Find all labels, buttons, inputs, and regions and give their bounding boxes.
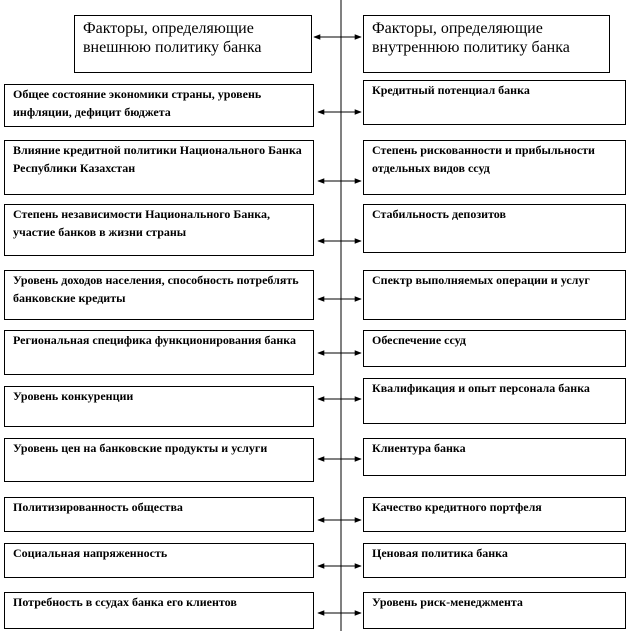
internal-factor-label: Спектр выполняемых операции и услуг bbox=[372, 273, 590, 287]
external-factor-8 bbox=[4, 497, 314, 532]
internal-factor-label: Клиентура банка bbox=[372, 441, 466, 455]
header-external-factors bbox=[74, 15, 312, 73]
external-factor-2 bbox=[4, 140, 314, 195]
external-factor-10 bbox=[4, 592, 314, 629]
internal-factor-4 bbox=[363, 270, 626, 320]
internal-factor-8 bbox=[363, 497, 626, 532]
internal-factor-label: Квалификация и опыт персонала банка bbox=[372, 381, 590, 395]
external-factor-label: Уровень конкуренции bbox=[13, 389, 134, 403]
internal-factor-label: Качество кредитного портфеля bbox=[372, 500, 542, 514]
internal-factor-1 bbox=[363, 80, 626, 125]
internal-factor-7 bbox=[363, 438, 626, 476]
internal-factor-2 bbox=[363, 140, 626, 195]
external-factor-label: Уровень цен на банковские продукты и услуги bbox=[13, 441, 268, 455]
internal-factor-label: Обеспечение ссуд bbox=[372, 333, 466, 347]
external-factor-label: Социальная напряженность bbox=[13, 546, 168, 560]
external-factor-1 bbox=[4, 84, 314, 127]
internal-factor-3 bbox=[363, 204, 626, 253]
external-factor-label: Степень независимости Национального Банка, участие банков в жизни страны bbox=[13, 207, 270, 239]
external-factor-6 bbox=[4, 386, 314, 427]
header-internal-factors bbox=[363, 15, 610, 73]
internal-factor-label: Стабильность депозитов bbox=[372, 207, 506, 221]
external-factor-label: Потребность в ссудах банка его клиентов bbox=[13, 595, 237, 609]
external-factor-label: Влияние кредитной политики Национального Банка Республики Казахстан bbox=[13, 143, 302, 175]
internal-factor-label: Уровень риск-менеджмента bbox=[372, 595, 523, 609]
external-factor-3 bbox=[4, 204, 314, 256]
internal-factor-6 bbox=[363, 378, 626, 424]
external-factor-label: Уровень доходов населения, способность потреблять банковские кредиты bbox=[13, 273, 299, 305]
external-factor-4 bbox=[4, 270, 314, 320]
header-external-label: Факторы, определяющие внешнюю политику банка bbox=[83, 20, 262, 56]
internal-factor-5 bbox=[363, 330, 626, 367]
external-factor-label: Политизированность общества bbox=[13, 500, 183, 514]
internal-factor-label: Степень рискованности и прибыльности отдельных видов ссуд bbox=[372, 143, 595, 175]
external-factor-label: Общее состояние экономики страны, уровень инфляции, дефицит бюджета bbox=[13, 87, 262, 119]
header-internal-label: Факторы, определяющие внутреннюю политику банка bbox=[372, 20, 570, 56]
internal-factor-9 bbox=[363, 543, 626, 578]
external-factor-7 bbox=[4, 438, 314, 482]
external-factor-5 bbox=[4, 330, 314, 375]
internal-factor-10 bbox=[363, 592, 626, 629]
external-factor-9 bbox=[4, 543, 314, 578]
external-factor-label: Региональная специфика функционирования банка bbox=[13, 333, 297, 347]
internal-factor-label: Ценовая политика банка bbox=[372, 546, 508, 560]
internal-factor-label: Кредитный потенциал банка bbox=[372, 83, 530, 97]
